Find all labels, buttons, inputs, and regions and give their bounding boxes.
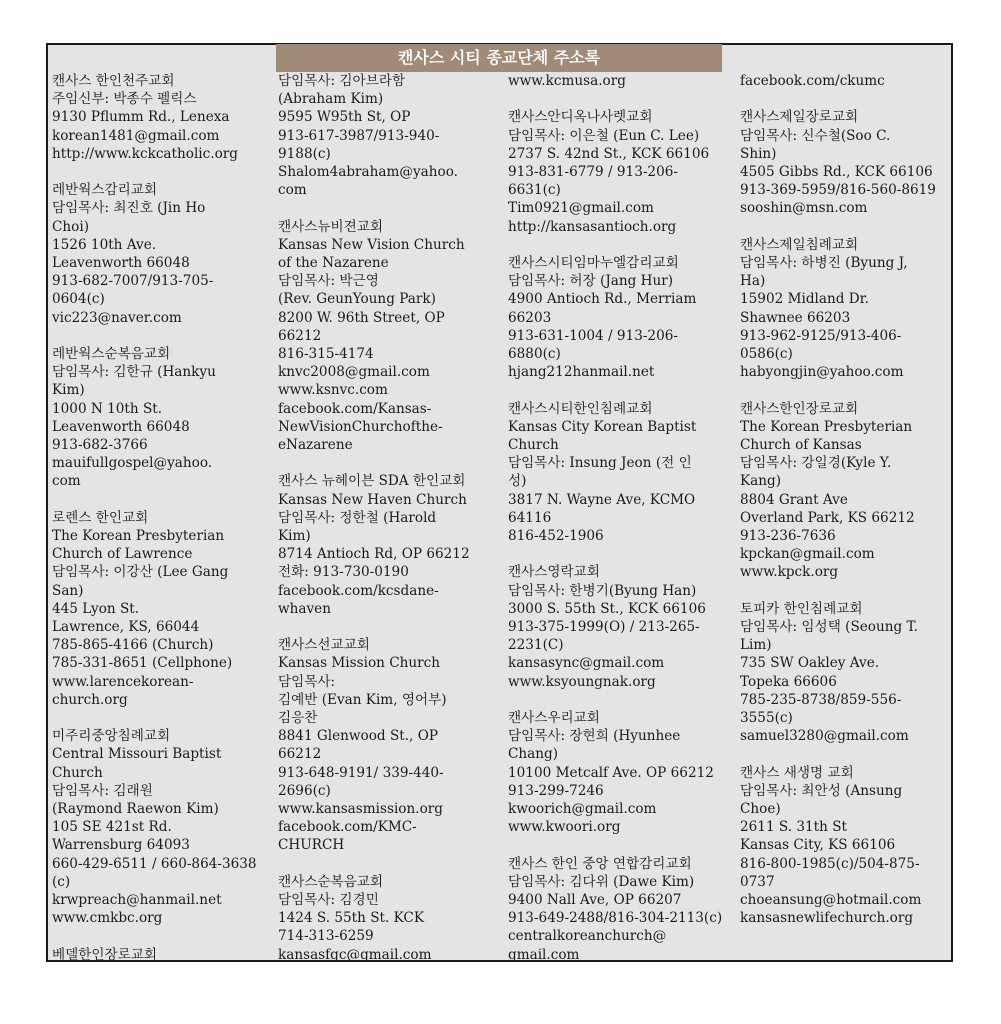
entry-line: 913-648-9191/ 339-440- [278, 764, 444, 781]
entry-line: www.cmkbc.org [52, 910, 163, 927]
entry-line: 담임목사: 김래원 [52, 782, 153, 799]
entry-line: 105 SE 421st Rd. [52, 819, 172, 836]
entry-line: 주임신부: 박종수 펠릭스 [52, 91, 197, 108]
entry-line: 660-429-6511 / 660-864-3638 [52, 855, 257, 872]
entry-line: 김응찬 [278, 710, 318, 727]
entry-line: 캔사스 새생명 교회 [740, 764, 854, 781]
entry-line: CHURCH [278, 837, 345, 854]
entry-line: 913-682-7007/913-705- [52, 273, 214, 290]
entry-line: 베델한인장로교회 [52, 946, 158, 963]
entry-line: Kim) [278, 528, 311, 545]
entry-line: Overland Park, KS 66212 [740, 509, 915, 526]
entry-line: church.org [52, 691, 128, 708]
entry-line: 8841 Glenwood St., OP [278, 728, 438, 745]
entry-line: Kansas New Haven Church [278, 491, 467, 508]
entry-line: Kansas City, KS 66106 [740, 837, 896, 854]
entry-line: Warrensburg 64093 [52, 837, 190, 854]
entry-line: 캔사스선교교회 [278, 637, 370, 654]
church-entry [52, 946, 272, 964]
entry-line: 15902 Midland Dr. [740, 291, 869, 308]
entry-line: 4900 Antioch Rd., Merriam [508, 291, 697, 308]
entry-line: centralkoreanchurch@ [508, 928, 667, 945]
entry-line: www.kwoori.org [508, 819, 621, 836]
entry-line: 1526 10th Ave. [52, 236, 157, 253]
entry-line: 캔사스시티한인침례교회 [508, 400, 653, 417]
entry-line: 담임목사: 강일경(Kyle Y. [740, 455, 892, 472]
entry-line: Chang) [508, 746, 559, 763]
entry-line: facebook.com/KMC- [278, 819, 417, 836]
entry-line: 담임목사: 신수철(Soo C. [740, 127, 891, 144]
entry-line: 2696(c) [278, 782, 331, 799]
entry-line: 담임목사: 허장 (Jang Hur) [508, 273, 674, 290]
entry-line: Church of Lawrence [52, 546, 193, 563]
entry-line: 10100 Metcalf Ave. OP 66212 [508, 764, 714, 781]
entry-line: Kansas City Korean Baptist [508, 418, 697, 435]
church-entry [508, 563, 732, 690]
entry-line: (Abraham Kim) [278, 91, 384, 108]
church-entry [740, 600, 948, 746]
entry-line: Kim) [52, 382, 85, 399]
entry-line: 445 Lyon St. [52, 600, 140, 617]
entry-line: 전화: 913-730-0190 [278, 564, 409, 581]
entry-line: habyongjin@yahoo.com [740, 364, 904, 381]
entry-line: 담임목사: 김아브라함 [278, 73, 406, 89]
church-entry [52, 72, 272, 163]
entry-line: 캔사스 한인천주교회 [52, 73, 175, 89]
entry-line: 로렌스 한인교회 [52, 509, 149, 526]
entry-line: Shin) [740, 145, 777, 162]
entry-line: 캔사스제일장로교회 [740, 109, 859, 126]
entry-line: 담임목사: 이강산 (Lee Gang [52, 564, 229, 581]
entry-line: 캔사스한인장로교회 [740, 400, 859, 417]
entry-line: 담임목사: 박근영 [278, 273, 379, 290]
entry-line: 1424 S. 55th St. KCK [278, 910, 424, 927]
entry-line: 캔사스안디옥나사렛교회 [508, 109, 653, 126]
entry-line: Choe) [740, 801, 781, 818]
entry-line: 913-682-3766 [52, 437, 148, 454]
entry-line: 캔사스 뉴헤이븐 SDA 한인교회 [278, 473, 466, 490]
church-entry [278, 72, 500, 199]
entry-line: www.larencekorean- [52, 673, 194, 690]
entry-line: 913-649-2488/816-304-2113(c) [508, 910, 723, 927]
church-entry [52, 345, 272, 491]
entry-line: www.kpck.org [740, 564, 839, 581]
entry-line: 816-800-1985(c)/504-875- [740, 855, 920, 872]
entry-line: kansasnewlifechurch.org [740, 910, 914, 927]
entry-line: kansasync@gmail.com [508, 655, 665, 672]
entry-line: 66212 [278, 746, 322, 763]
entry-line: 66203 [508, 309, 552, 326]
entry-line: 913-831-6779 / 913-206- [508, 164, 678, 180]
entry-line: whaven [278, 600, 331, 617]
entry-line: www.ksyoungnak.org [508, 673, 656, 690]
entry-line: 캔사스우리교회 [508, 710, 600, 727]
entry-line: www.ksnvc.com [278, 382, 388, 399]
entry-line: 8200 W. 96th Street, OP [278, 309, 445, 326]
church-entry [508, 709, 732, 836]
church-entry [278, 472, 500, 618]
entry-line: Tim0921@gmail.com [508, 200, 654, 217]
entry-line: The Korean Presbyterian [52, 528, 225, 545]
entry-line: 3000 S. 55th St., KCK 66106 [508, 600, 706, 617]
church-entry [52, 727, 272, 927]
entry-line: com [52, 473, 81, 490]
entry-line: krwpreach@hanmail.net [52, 892, 222, 909]
entry-line: 8714 Antioch Rd, OP 66212 [278, 546, 470, 563]
entry-line: Kang) [740, 473, 782, 490]
entry-line: 785-331-8651 (Cellphone) [52, 655, 233, 672]
entry-line: 담임목사: 김한규 (Hankyu [52, 364, 216, 381]
entry-line: (Raymond Raewon Kim) [52, 801, 219, 818]
entry-line: 785-865-4166 (Church) [52, 637, 214, 654]
entry-line: 2231(C) [508, 637, 564, 654]
entry-line: choeansung@hotmail.com [740, 892, 922, 909]
entry-line: Choi) [52, 218, 89, 235]
entry-line: of the Nazarene [278, 255, 389, 272]
entry-line: Leavenworth 66048 [52, 418, 190, 435]
entry-line: 913-236-7636 [740, 528, 836, 545]
entry-line: 9130 Pflumm Rd., Lenexa [52, 109, 230, 126]
entry-line: www.kansasmission.org [278, 801, 443, 818]
entry-line: 913-369-5959/816-560-8619 [740, 182, 936, 199]
column-2 [278, 72, 500, 982]
entry-line: kwoorich@gmail.com [508, 801, 657, 818]
entry-line: 9188(c) [278, 145, 331, 162]
entry-line: 담임목사: 정한철 (Harold [278, 509, 437, 526]
entry-line: 3817 N. Wayne Ave, KCMO [508, 491, 696, 508]
entry-line: 담임목사: 최안성 (Ansung [740, 782, 903, 799]
entry-line: Kansas Mission Church [278, 655, 440, 672]
entry-line: Church of Kansas [740, 437, 862, 454]
entry-line: 담임목사: 임성택 (Seoung T. [740, 619, 918, 636]
entry-line: 913-299-7246 [508, 782, 604, 799]
entry-line: (Rev. GeunYoung Park) [278, 291, 436, 308]
entry-line: 6631(c) [508, 182, 561, 199]
entry-line: 담임목사: 김경민 [278, 892, 379, 909]
entry-line: 캔사스 한인 중앙 연합감리교회 [508, 855, 692, 872]
entry-line: 913-631-1004 / 913-206- [508, 327, 678, 344]
entry-line: gmail.com [508, 946, 580, 963]
entry-line: 9400 Nall Ave, OP 66207 [508, 892, 682, 909]
entry-line: mauifullgospel@yahoo. [52, 455, 213, 472]
entry-line: 0737 [740, 873, 775, 890]
entry-line: Church [52, 764, 103, 781]
entry-line: 816-315-4174 [278, 346, 374, 363]
entry-line: 6880(c) [508, 346, 561, 363]
entry-line: kpckan@gmail.com [740, 546, 875, 563]
entry-line: knvc2008@gmail.com [278, 364, 430, 381]
church-entry [740, 400, 948, 582]
entry-line: 2611 S. 31th St [740, 819, 847, 836]
entry-line: Lawrence, KS, 66044 [52, 619, 200, 636]
entry-line: 816-452-1906 [508, 528, 604, 545]
entry-line: 담임목사: 김다위 (Dawe Kim) [508, 873, 695, 890]
entry-line: 2737 S. 42nd St., KCK 66106 [508, 145, 710, 162]
entry-line: 캔사스순복음교회 [278, 873, 384, 890]
entry-line: 3555(c) [740, 710, 793, 727]
entry-line: 캔사스시티임마누엘감리교회 [508, 255, 679, 271]
entry-line: 캔사스영락교회 [508, 564, 600, 581]
entry-line: www.kcmusa.org [508, 73, 626, 89]
entry-line: Shalom4abraham@yahoo. [278, 164, 458, 181]
entry-line: 913-962-9125/913-406- [740, 327, 902, 344]
church-entry [52, 509, 272, 709]
entry-line: http://kansasantioch.org [508, 218, 677, 235]
entry-line: 714-313-6259 [278, 928, 374, 945]
entry-line: Leavenworth 66048 [52, 255, 190, 272]
entry-line: 담임목사: 한병기(Byung Han) [508, 582, 697, 599]
church-entry [278, 636, 500, 854]
church-entry [52, 181, 272, 327]
entry-line: NewVisionChurchofthe- [278, 418, 443, 435]
entry-line: Church [508, 437, 559, 454]
entry-line: 1000 N 10th St. [52, 400, 163, 417]
church-entry [508, 400, 732, 546]
church-entry [740, 764, 948, 928]
entry-line: facebook.com/kcsdane- [278, 582, 439, 599]
entry-line: 레반웍스순복음교회 [52, 346, 171, 363]
entry-line: 담임목사: [278, 673, 336, 690]
entry-line: samuel3280@gmail.com [740, 728, 909, 745]
entry-line: (c) [52, 873, 71, 890]
church-entry [740, 108, 948, 217]
entry-line: 성) [508, 473, 527, 490]
entry-line: http://www.kckcatholic.org [52, 145, 238, 162]
entry-line: 66212 [278, 327, 322, 344]
entry-line: 0586(c) [740, 346, 793, 363]
entry-line: Ha) [740, 273, 766, 290]
church-entry [278, 873, 500, 964]
entry-line: 785-235-8738/859-556- [740, 691, 902, 708]
entry-line: Lim) [740, 637, 772, 654]
entry-line: 김예반 (Evan Kim, 영어부) [278, 691, 447, 708]
entry-line: korean1481@gmail.com [52, 127, 220, 144]
entry-line: facebook.com/ckumc [740, 73, 885, 89]
church-entry [508, 254, 732, 381]
entry-line: The Korean Presbyterian [740, 418, 913, 435]
entry-line: sooshin@msn.com [740, 200, 868, 217]
column-3 [508, 72, 732, 982]
entry-line: 735 SW Oakley Ave. [740, 655, 880, 672]
directory-title: 캔사스 시티 종교단체 주소록 [276, 44, 722, 72]
church-entry [508, 72, 732, 90]
entry-line: 캔사스제일침례교회 [740, 236, 859, 253]
entry-line: 담임목사: 하병진 (Byung J, [740, 255, 908, 271]
entry-line: eNazarene [278, 437, 353, 454]
entry-line: kansasfgc@gmail.com [278, 946, 432, 963]
entry-line: com [278, 182, 307, 199]
church-entry [740, 236, 948, 382]
entry-line: 담임목사: 최진호 (Jin Ho [52, 200, 206, 217]
entry-line: 담임목사: 장현희 (Hyunhee [508, 728, 681, 745]
church-entry [508, 855, 732, 964]
church-entry [508, 108, 732, 235]
church-entry [278, 218, 500, 455]
entry-line: 913-375-1999(O) / 213-265- [508, 619, 700, 636]
entry-line: Topeka 66606 [740, 673, 837, 690]
entry-line: 9595 W95th St, OP [278, 109, 411, 126]
entry-line: Central Missouri Baptist [52, 746, 222, 763]
column-4 [740, 72, 948, 946]
church-entry [740, 72, 948, 90]
entry-line: 캔사스뉴비젼교회 [278, 218, 384, 235]
entry-line: 담임목사: 이은철 (Eun C. Lee) [508, 127, 700, 144]
entry-line: 64116 [508, 509, 552, 526]
entry-line: 8804 Grant Ave [740, 491, 848, 508]
entry-line: vic223@naver.com [52, 309, 182, 326]
entry-line: 913-617-3987/913-940- [278, 127, 440, 144]
entry-line: San) [52, 582, 84, 599]
entry-line: facebook.com/Kansas- [278, 400, 432, 417]
column-1 [52, 72, 272, 982]
entry-line: 4505 Gibbs Rd., KCK 66106 [740, 164, 933, 180]
entry-line: 담임목사: Insung Jeon (전 인 [508, 455, 692, 472]
entry-line: hjang212hanmail.net [508, 364, 655, 381]
entry-line: 토피카 한인침례교회 [740, 600, 863, 617]
entry-line: 0604(c) [52, 291, 105, 308]
entry-line: Kansas New Vision Church [278, 236, 465, 253]
entry-line: 미주리중앙침례교회 [52, 728, 171, 745]
entry-line: Shawnee 66203 [740, 309, 851, 326]
entry-line: 레반웍스감리교회 [52, 182, 158, 199]
